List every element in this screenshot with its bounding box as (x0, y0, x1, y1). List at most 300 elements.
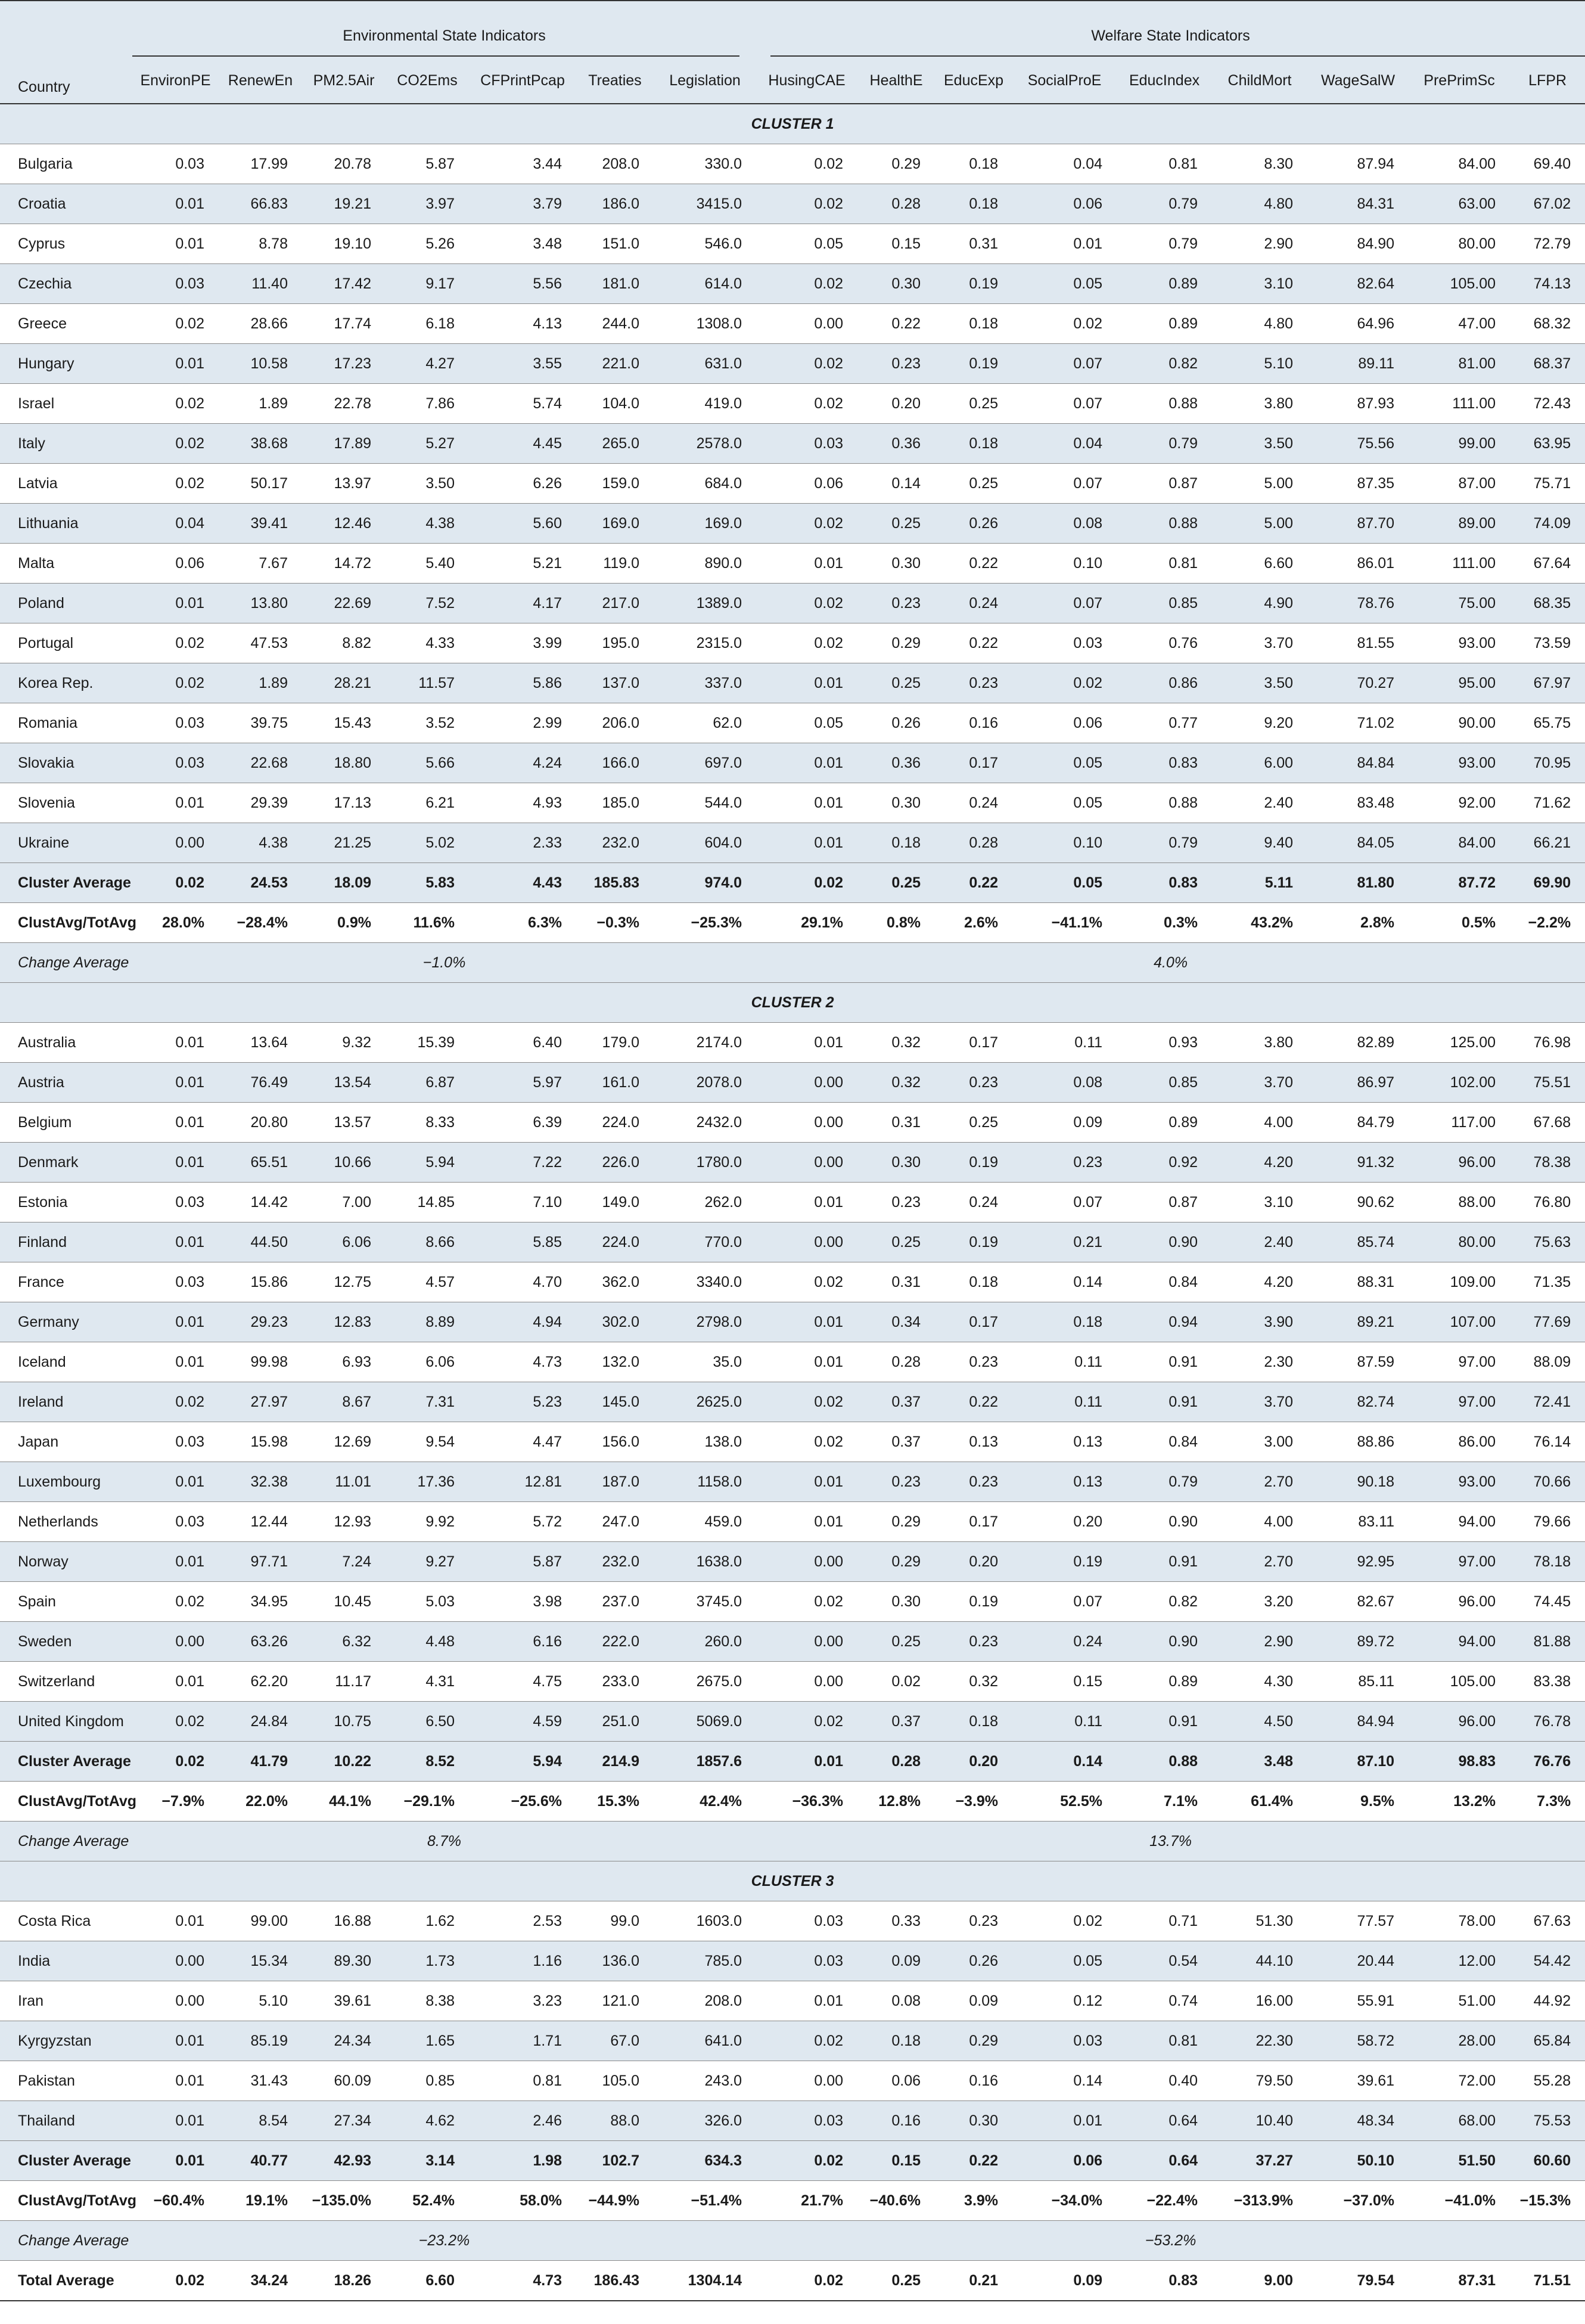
cluster-header-row (0, 104, 1585, 144)
cell-lfpr: 72.41 (1510, 1382, 1585, 1422)
row-label: Estonia (0, 1183, 132, 1222)
cell-socialproe: 0.14 (1012, 1262, 1117, 1302)
cell-socialproe: 0.21 (1012, 1222, 1117, 1262)
cell-wagesalw: 81.80 (1307, 863, 1409, 903)
cell-husingcae: 0.02 (756, 264, 857, 304)
cell-pm2-5air: 17.74 (302, 304, 386, 344)
cell-pm2-5air: 24.34 (302, 2021, 386, 2061)
cell-wagesalw: 64.96 (1307, 304, 1409, 344)
cell-environpe: 0.01 (132, 2021, 219, 2061)
cell-treaties: 206.0 (576, 703, 654, 743)
cell-educindex: 0.54 (1117, 1941, 1212, 1981)
cell-educindex: 0.82 (1117, 1582, 1212, 1622)
table-row (0, 743, 1585, 783)
cell-lfpr: 88.09 (1510, 1342, 1585, 1382)
cell-cfprintpcap: 1.16 (469, 1941, 576, 1981)
cell-childmort: 3.48 (1212, 1742, 1307, 1782)
cell-wagesalw: 84.90 (1307, 224, 1409, 264)
cell-environpe: 0.02 (132, 863, 219, 903)
cell-renewen: 24.84 (219, 1702, 302, 1742)
cell-educindex: 0.91 (1117, 1342, 1212, 1382)
cell-cfprintpcap: 3.44 (469, 144, 576, 184)
row-label: Romania (0, 703, 132, 743)
cell-cfprintpcap: 1.71 (469, 2021, 576, 2061)
cell-renewen: 44.50 (219, 1222, 302, 1262)
row-label: Cyprus (0, 224, 132, 264)
cell-husingcae: 0.01 (756, 1981, 857, 2021)
table-row (0, 304, 1585, 344)
cell-renewen: 22.68 (219, 743, 302, 783)
cell-husingcae: 0.01 (756, 544, 857, 584)
cell-husingcae: 0.00 (756, 1622, 857, 1662)
cell-wagesalw: −37.0% (1307, 2181, 1409, 2221)
table-row (0, 1981, 1585, 2021)
cell-lfpr: 68.35 (1510, 584, 1585, 623)
cell-educindex: 0.85 (1117, 584, 1212, 623)
cell-cfprintpcap: 4.17 (469, 584, 576, 623)
cell-preprimsc: 96.00 (1409, 1143, 1510, 1183)
column-header-wagesalw: WageSalW (1307, 71, 1409, 104)
cell-lfpr: 74.09 (1510, 504, 1585, 544)
cell-pm2-5air: 13.97 (302, 464, 386, 504)
cell-preprimsc: 12.00 (1409, 1941, 1510, 1981)
cell-wagesalw: 9.5% (1307, 1782, 1409, 1822)
cell-educindex: 0.91 (1117, 1382, 1212, 1422)
cell-renewen: 8.54 (219, 2101, 302, 2141)
cell-pm2-5air: 8.67 (302, 1382, 386, 1422)
cell-treaties: 104.0 (576, 384, 654, 424)
cell-cfprintpcap: 5.97 (469, 1063, 576, 1103)
cell-environpe: 0.02 (132, 623, 219, 663)
cell-socialproe: 0.13 (1012, 1422, 1117, 1462)
cell-husingcae: 0.02 (756, 623, 857, 663)
cell-renewen: 19.1% (219, 2181, 302, 2221)
cell-preprimsc: 78.00 (1409, 1901, 1510, 1941)
cell-cfprintpcap: 3.79 (469, 184, 576, 224)
cell-pm2-5air: 12.69 (302, 1422, 386, 1462)
cell-pm2-5air: 10.75 (302, 1702, 386, 1742)
row-label: Korea Rep. (0, 663, 132, 703)
row-label: Bulgaria (0, 144, 132, 184)
row-label: Iceland (0, 1342, 132, 1382)
cell-renewen: 34.95 (219, 1582, 302, 1622)
cell-treaties: 185.0 (576, 783, 654, 823)
cell-preprimsc: 98.83 (1409, 1742, 1510, 1782)
cell-pm2-5air: 17.23 (302, 344, 386, 384)
cell-childmort: 5.10 (1212, 344, 1307, 384)
table-row (0, 1063, 1585, 1103)
cell-legislation: 2174.0 (654, 1023, 756, 1063)
change-average-row (0, 2221, 1585, 2261)
cell-treaties: 185.83 (576, 863, 654, 903)
cell-childmort: 5.11 (1212, 863, 1307, 903)
cell-wagesalw: 91.32 (1307, 1143, 1409, 1183)
cell-socialproe: 0.09 (1012, 1103, 1117, 1143)
cell-renewen: 15.34 (219, 1941, 302, 1981)
cell-treaties: 221.0 (576, 344, 654, 384)
cell-lfpr: 55.28 (1510, 2061, 1585, 2101)
cell-healthe: 0.32 (857, 1063, 935, 1103)
cell-socialproe: 0.05 (1012, 1941, 1117, 1981)
cell-educexp: 0.19 (935, 1582, 1012, 1622)
cell-preprimsc: 117.00 (1409, 1103, 1510, 1143)
cell-husingcae: 0.01 (756, 1023, 857, 1063)
cell-renewen: 5.10 (219, 1981, 302, 2021)
cell-educindex: 0.79 (1117, 184, 1212, 224)
cell-preprimsc: 87.72 (1409, 863, 1510, 903)
cell-educindex: 0.79 (1117, 424, 1212, 464)
cell-cfprintpcap: 4.59 (469, 1702, 576, 1742)
cell-renewen: 15.98 (219, 1422, 302, 1462)
cell-educindex: 0.83 (1117, 743, 1212, 783)
cell-legislation: 243.0 (654, 2061, 756, 2101)
cell-socialproe: 0.10 (1012, 823, 1117, 863)
cell-educindex: 0.83 (1117, 863, 1212, 903)
cell-childmort: 3.70 (1212, 1063, 1307, 1103)
cell-healthe: 0.31 (857, 1103, 935, 1143)
cell-treaties: 179.0 (576, 1023, 654, 1063)
cell-lfpr: 7.3% (1510, 1782, 1585, 1822)
cell-lfpr: 73.59 (1510, 623, 1585, 663)
row-label: Latvia (0, 464, 132, 504)
cell-husingcae: 0.01 (756, 1742, 857, 1782)
table-row (0, 623, 1585, 663)
cell-lfpr: 77.69 (1510, 1302, 1585, 1342)
cell-socialproe: 0.06 (1012, 703, 1117, 743)
cell-wagesalw: 58.72 (1307, 2021, 1409, 2061)
cell-lfpr: 76.14 (1510, 1422, 1585, 1462)
cell-lfpr: 79.66 (1510, 1502, 1585, 1542)
cell-co2ems: 5.27 (386, 424, 469, 464)
cell-cfprintpcap: 58.0% (469, 2181, 576, 2221)
cell-co2ems: 6.60 (386, 2261, 469, 2301)
cell-wagesalw: 50.10 (1307, 2141, 1409, 2181)
cell-educindex: 0.82 (1117, 344, 1212, 384)
cell-environpe: 0.01 (132, 1143, 219, 1183)
cell-preprimsc: 13.2% (1409, 1782, 1510, 1822)
cell-treaties: 99.0 (576, 1901, 654, 1941)
cell-renewen: 12.44 (219, 1502, 302, 1542)
cell-preprimsc: 51.00 (1409, 1981, 1510, 2021)
cell-pm2-5air: 12.46 (302, 504, 386, 544)
cell-educindex: 0.93 (1117, 1023, 1212, 1063)
environmental-group-header (132, 1, 756, 71)
cell-legislation: 337.0 (654, 663, 756, 703)
cell-cfprintpcap: 12.81 (469, 1462, 576, 1502)
cell-renewen: 24.53 (219, 863, 302, 903)
cell-husingcae: 0.05 (756, 224, 857, 264)
cell-healthe: 0.16 (857, 2101, 935, 2141)
cell-co2ems: 1.65 (386, 2021, 469, 2061)
cell-environpe: 0.02 (132, 1702, 219, 1742)
row-label: Croatia (0, 184, 132, 224)
cell-healthe: 0.08 (857, 1981, 935, 2021)
cell-socialproe: 0.03 (1012, 623, 1117, 663)
cell-cfprintpcap: 6.40 (469, 1023, 576, 1063)
cell-educexp: 0.23 (935, 663, 1012, 703)
cell-husingcae: 0.02 (756, 2141, 857, 2181)
cell-cfprintpcap: 5.23 (469, 1382, 576, 1422)
cell-educexp: 0.24 (935, 783, 1012, 823)
environmental-group-underline (132, 55, 739, 57)
cell-pm2-5air: 22.78 (302, 384, 386, 424)
cell-educindex: 0.79 (1117, 1462, 1212, 1502)
cell-husingcae: 0.02 (756, 1582, 857, 1622)
cell-legislation: 5069.0 (654, 1702, 756, 1742)
row-label: Iran (0, 1981, 132, 2021)
cell-cfprintpcap: 5.21 (469, 544, 576, 584)
cluster-label: CLUSTER 2 (0, 983, 1585, 1023)
cell-healthe: −40.6% (857, 2181, 935, 2221)
cell-pm2-5air: 10.45 (302, 1582, 386, 1622)
cell-healthe: 0.15 (857, 2141, 935, 2181)
cell-pm2-5air: 39.61 (302, 1981, 386, 2021)
cell-treaties: 132.0 (576, 1342, 654, 1382)
cell-preprimsc: 0.5% (1409, 903, 1510, 943)
cell-legislation: 1857.6 (654, 1742, 756, 1782)
cell-childmort: 51.30 (1212, 1901, 1307, 1941)
cell-legislation: 1389.0 (654, 584, 756, 623)
cell-co2ems: 8.66 (386, 1222, 469, 1262)
cell-husingcae: 0.00 (756, 1222, 857, 1262)
cell-preprimsc: 93.00 (1409, 743, 1510, 783)
cell-childmort: 3.50 (1212, 424, 1307, 464)
row-label: Pakistan (0, 2061, 132, 2101)
cell-lfpr: −15.3% (1510, 2181, 1585, 2221)
cell-socialproe: 0.05 (1012, 783, 1117, 823)
cell-co2ems: 3.50 (386, 464, 469, 504)
cell-educexp: 0.25 (935, 464, 1012, 504)
cell-cfprintpcap: 2.46 (469, 2101, 576, 2141)
row-label: Slovenia (0, 783, 132, 823)
cell-renewen: −28.4% (219, 903, 302, 943)
cell-childmort: 4.00 (1212, 1502, 1307, 1542)
cell-childmort: 44.10 (1212, 1941, 1307, 1981)
row-label: Cluster Average (0, 2141, 132, 2181)
cell-socialproe: 0.07 (1012, 464, 1117, 504)
cell-healthe: 0.25 (857, 504, 935, 544)
cluster-label: CLUSTER 1 (0, 104, 1585, 144)
table-row (0, 2061, 1585, 2101)
cell-preprimsc: 80.00 (1409, 224, 1510, 264)
cell-educindex: 0.64 (1117, 2101, 1212, 2141)
column-header-healthe: HealthE (857, 71, 935, 104)
cell-wagesalw: 86.01 (1307, 544, 1409, 584)
cell-educindex: 0.87 (1117, 464, 1212, 504)
cell-childmort: 6.00 (1212, 743, 1307, 783)
cell-wagesalw: 70.27 (1307, 663, 1409, 703)
cell-pm2-5air: 8.82 (302, 623, 386, 663)
cell-socialproe: 0.01 (1012, 2101, 1117, 2141)
cell-environpe: 0.01 (132, 1302, 219, 1342)
cell-socialproe: 0.12 (1012, 1981, 1117, 2021)
cell-co2ems: 7.31 (386, 1382, 469, 1422)
cell-healthe: 0.22 (857, 304, 935, 344)
cell-educindex: 0.89 (1117, 1103, 1212, 1143)
cell-co2ems: 11.6% (386, 903, 469, 943)
cell-preprimsc: 97.00 (1409, 1342, 1510, 1382)
cell-wagesalw: 84.79 (1307, 1103, 1409, 1143)
cell-husingcae: 0.00 (756, 1662, 857, 1702)
cell-environpe: 0.02 (132, 1382, 219, 1422)
row-label: Austria (0, 1063, 132, 1103)
cell-childmort: 2.30 (1212, 1342, 1307, 1382)
row-label: ClustAvg/TotAvg (0, 903, 132, 943)
cell-legislation: 684.0 (654, 464, 756, 504)
cell-educexp: 0.24 (935, 584, 1012, 623)
cell-pm2-5air: 21.25 (302, 823, 386, 863)
cell-educexp: 0.16 (935, 2061, 1012, 2101)
cell-legislation: 634.3 (654, 2141, 756, 2181)
cell-healthe: 0.30 (857, 264, 935, 304)
cell-educindex: 0.88 (1117, 504, 1212, 544)
cell-healthe: 0.25 (857, 663, 935, 703)
cell-treaties: 232.0 (576, 823, 654, 863)
cell-co2ems: 1.62 (386, 1901, 469, 1941)
cell-preprimsc: 47.00 (1409, 304, 1510, 344)
cell-pm2-5air: 6.32 (302, 1622, 386, 1662)
cell-pm2-5air: 9.32 (302, 1023, 386, 1063)
cell-educexp: 0.22 (935, 544, 1012, 584)
cell-educexp: 0.26 (935, 504, 1012, 544)
cell-socialproe: −41.1% (1012, 903, 1117, 943)
cell-pm2-5air: 10.66 (302, 1143, 386, 1183)
cell-cfprintpcap: 3.98 (469, 1582, 576, 1622)
group-header-spacer (0, 1, 132, 71)
cell-wagesalw: 82.67 (1307, 1582, 1409, 1622)
cell-legislation: 326.0 (654, 2101, 756, 2141)
cell-healthe: 0.30 (857, 783, 935, 823)
cell-educindex: 0.64 (1117, 2141, 1212, 2181)
cell-treaties: 105.0 (576, 2061, 654, 2101)
table-row (0, 1342, 1585, 1382)
cell-socialproe: 0.18 (1012, 1302, 1117, 1342)
cell-preprimsc: 107.00 (1409, 1302, 1510, 1342)
table-row (0, 2021, 1585, 2061)
cell-preprimsc: 102.00 (1409, 1063, 1510, 1103)
cell-cfprintpcap: 2.33 (469, 823, 576, 863)
cell-pm2-5air: 17.42 (302, 264, 386, 304)
cell-renewen: 27.97 (219, 1382, 302, 1422)
cell-socialproe: 0.07 (1012, 384, 1117, 424)
cell-childmort: 43.2% (1212, 903, 1307, 943)
cell-renewen: 63.26 (219, 1622, 302, 1662)
cell-husingcae: 0.00 (756, 1542, 857, 1582)
cell-educexp: 0.30 (935, 2101, 1012, 2141)
change-average-row (0, 943, 1585, 983)
cell-husingcae: 0.02 (756, 863, 857, 903)
cell-educindex: 0.88 (1117, 384, 1212, 424)
cell-husingcae: 0.02 (756, 584, 857, 623)
cell-treaties: −44.9% (576, 2181, 654, 2221)
row-label: Greece (0, 304, 132, 344)
cell-educindex: 7.1% (1117, 1782, 1212, 1822)
cell-co2ems: 9.54 (386, 1422, 469, 1462)
cell-childmort: 3.80 (1212, 1023, 1307, 1063)
cell-treaties: −0.3% (576, 903, 654, 943)
cell-environpe: 0.02 (132, 663, 219, 703)
cell-preprimsc: 111.00 (1409, 544, 1510, 584)
table-row (0, 1023, 1585, 1063)
cell-husingcae: −36.3% (756, 1782, 857, 1822)
cell-treaties: 226.0 (576, 1143, 654, 1183)
cell-environpe: −7.9% (132, 1782, 219, 1822)
row-label: France (0, 1262, 132, 1302)
cell-legislation: 62.0 (654, 703, 756, 743)
cell-co2ems: 6.18 (386, 304, 469, 344)
table-body (0, 104, 1585, 2301)
cell-treaties: 187.0 (576, 1462, 654, 1502)
cell-environpe: 0.01 (132, 224, 219, 264)
cell-socialproe: 0.05 (1012, 264, 1117, 304)
cell-healthe: 0.23 (857, 584, 935, 623)
table-row (0, 224, 1585, 264)
cell-husingcae: 0.00 (756, 2061, 857, 2101)
cell-pm2-5air: 14.72 (302, 544, 386, 584)
cell-educindex: 0.84 (1117, 1262, 1212, 1302)
cell-legislation: 3415.0 (654, 184, 756, 224)
row-label: Belgium (0, 1103, 132, 1143)
cell-renewen: 1.89 (219, 384, 302, 424)
cell-preprimsc: 80.00 (1409, 1222, 1510, 1262)
cell-lfpr: 68.32 (1510, 304, 1585, 344)
cell-socialproe: 0.11 (1012, 1342, 1117, 1382)
cell-husingcae: 21.7% (756, 2181, 857, 2221)
cell-lfpr: 83.38 (1510, 1662, 1585, 1702)
cell-environpe: 0.01 (132, 2141, 219, 2181)
cell-husingcae: 0.01 (756, 743, 857, 783)
cell-cfprintpcap: 4.73 (469, 2261, 576, 2301)
cell-educindex: 0.91 (1117, 1542, 1212, 1582)
cell-wagesalw: 79.54 (1307, 2261, 1409, 2301)
cell-co2ems: 52.4% (386, 2181, 469, 2221)
cell-socialproe: 0.14 (1012, 1742, 1117, 1782)
cell-cfprintpcap: 4.93 (469, 783, 576, 823)
cell-socialproe: 0.06 (1012, 184, 1117, 224)
cell-cfprintpcap: 4.94 (469, 1302, 576, 1342)
cell-cfprintpcap: 1.98 (469, 2141, 576, 2181)
cell-environpe: 0.01 (132, 584, 219, 623)
cell-co2ems: 5.26 (386, 224, 469, 264)
cell-treaties: 232.0 (576, 1542, 654, 1582)
row-label: Lithuania (0, 504, 132, 544)
cell-husingcae: 0.03 (756, 1941, 857, 1981)
cell-childmort: 4.20 (1212, 1262, 1307, 1302)
cell-educindex: 0.90 (1117, 1222, 1212, 1262)
cell-educexp: 0.25 (935, 1103, 1012, 1143)
cell-educexp: 2.6% (935, 903, 1012, 943)
cell-pm2-5air: 15.43 (302, 703, 386, 743)
cell-lfpr: 60.60 (1510, 2141, 1585, 2181)
cell-healthe: 0.18 (857, 823, 935, 863)
table-row (0, 1462, 1585, 1502)
cell-co2ems: 4.33 (386, 623, 469, 663)
cell-pm2-5air: 12.93 (302, 1502, 386, 1542)
cell-lfpr: 69.40 (1510, 144, 1585, 184)
cell-cfprintpcap: 2.99 (469, 703, 576, 743)
cell-socialproe: 0.05 (1012, 743, 1117, 783)
row-label: Poland (0, 584, 132, 623)
cell-healthe: 0.37 (857, 1702, 935, 1742)
cell-educexp: 0.18 (935, 1262, 1012, 1302)
cell-educexp: 0.23 (935, 1342, 1012, 1382)
cell-pm2-5air: 27.34 (302, 2101, 386, 2141)
row-label: Costa Rica (0, 1901, 132, 1941)
cell-legislation: 208.0 (654, 1981, 756, 2021)
cell-renewen: 14.42 (219, 1183, 302, 1222)
cell-healthe: 0.20 (857, 384, 935, 424)
cell-wagesalw: 75.56 (1307, 424, 1409, 464)
